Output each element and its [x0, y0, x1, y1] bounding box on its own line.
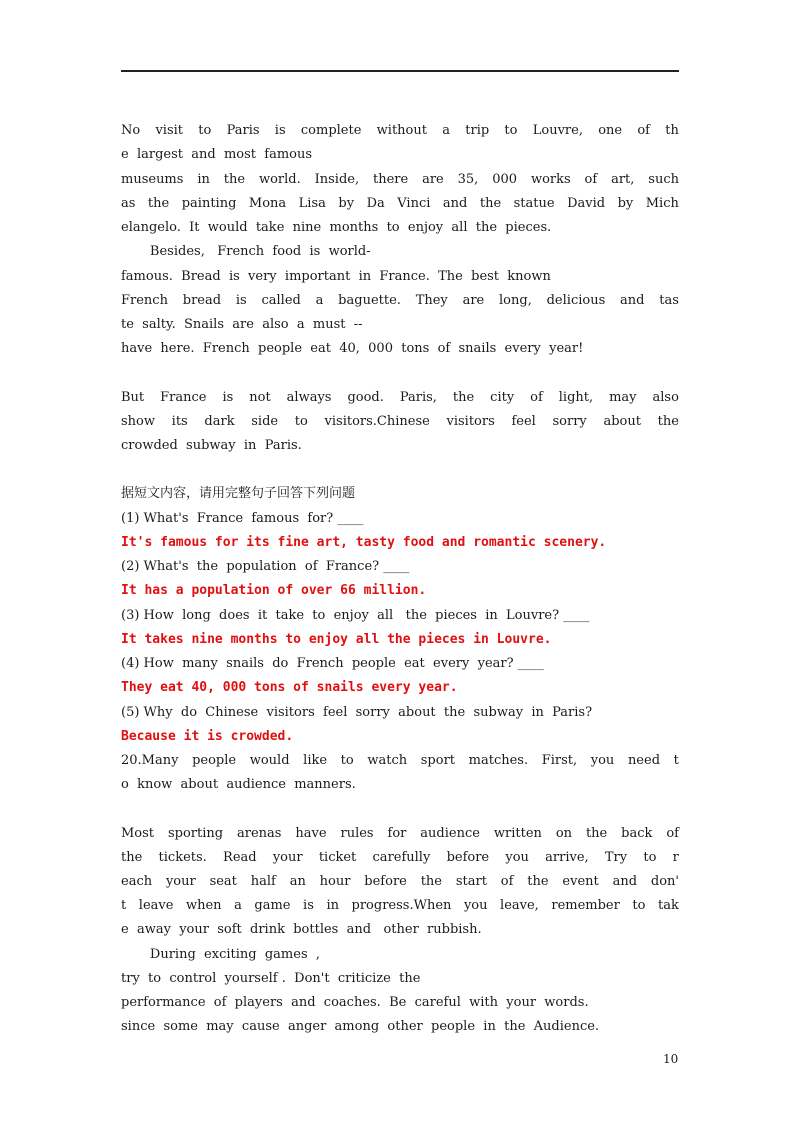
question-instruction: 据短文内容，请用完整句子回答下列问题 [121, 486, 356, 501]
passage2-line: t leave when a game is in progress.When you leave, remember to tak [121, 898, 679, 913]
question-3: (3) How long does it take to enjoy all the pieces in Louvre? ____ [121, 608, 590, 623]
passage2-line: e away your soft drink bottles and other rubbish. [121, 922, 482, 937]
answer-1: It's famous for its fine art, tasty food and romantic scenery. [121, 535, 607, 550]
passage1-line: French bread is called a baguette. They are long, delicious and tas [121, 293, 679, 308]
passage1-line: Besides, French food is world- [121, 244, 371, 259]
passage2-line: performance of players and coaches. Be careful with your words. [121, 995, 589, 1010]
passage2-line: try to control yourself . Don't criticize the [121, 971, 421, 986]
answer-4: They eat 40, 000 tons of snails every year. [121, 680, 458, 695]
passage2-line: since some may cause anger among other people in the Audience. [121, 1019, 600, 1034]
passage1-line: as the painting Mona Lisa by Da Vinci and the statue David by Mich [121, 196, 679, 211]
passage1-line: show its dark side to visitors.Chinese visitors feel sorry about the [121, 414, 679, 429]
passage1-line: No visit to Paris is complete without a trip to Louvre, one of th [121, 123, 679, 138]
passage1-line: famous. Bread is very important in France. The best known [121, 269, 551, 284]
passage1-line: elangelo. It would take nine months to enjoy all the pieces. [121, 220, 552, 235]
page-number: 10 [663, 1052, 679, 1066]
passage2-line: During exciting games , [121, 947, 321, 962]
passage2-line: o know about audience manners. [121, 777, 356, 792]
passage1-line: e largest and most famous [121, 147, 313, 162]
passage1-line: te salty. Snails are also a must -- [121, 317, 363, 332]
header-rule [121, 70, 679, 72]
passage2-line: 20.Many people would like to watch sport matches. First, you need t [121, 753, 679, 768]
passage1-line: But France is not always good. Paris, the city of light, may also [121, 390, 679, 405]
passage1-line: museums in the world. Inside, there are 35, 000 works of art, such [121, 172, 679, 187]
question-5: (5) Why do Chinese visitors feel sorry about the subway in Paris? [121, 705, 593, 720]
answer-5: Because it is crowded. [121, 729, 294, 744]
passage1-line: crowded subway in Paris. [121, 438, 302, 453]
passage2-line: the tickets. Read your ticket carefully before you arrive, Try to r [121, 850, 679, 865]
answer-3: It takes nine months to enjoy all the pieces in Louvre. [121, 632, 552, 647]
passage1-line: have here. French people eat 40, 000 tons of snails every year! [121, 341, 584, 356]
question-2: (2) What's the population of France? ____ [121, 559, 410, 574]
question-1: (1) What's France famous for? ____ [121, 511, 364, 526]
question-4: (4) How many snails do French people eat every year? ____ [121, 656, 544, 671]
answer-2: It has a population of over 66 million. [121, 583, 427, 598]
passage2-line: each your seat half an hour before the start of the event and don' [121, 874, 679, 889]
passage2-line: Most sporting arenas have rules for audience written on the back of [121, 826, 679, 841]
